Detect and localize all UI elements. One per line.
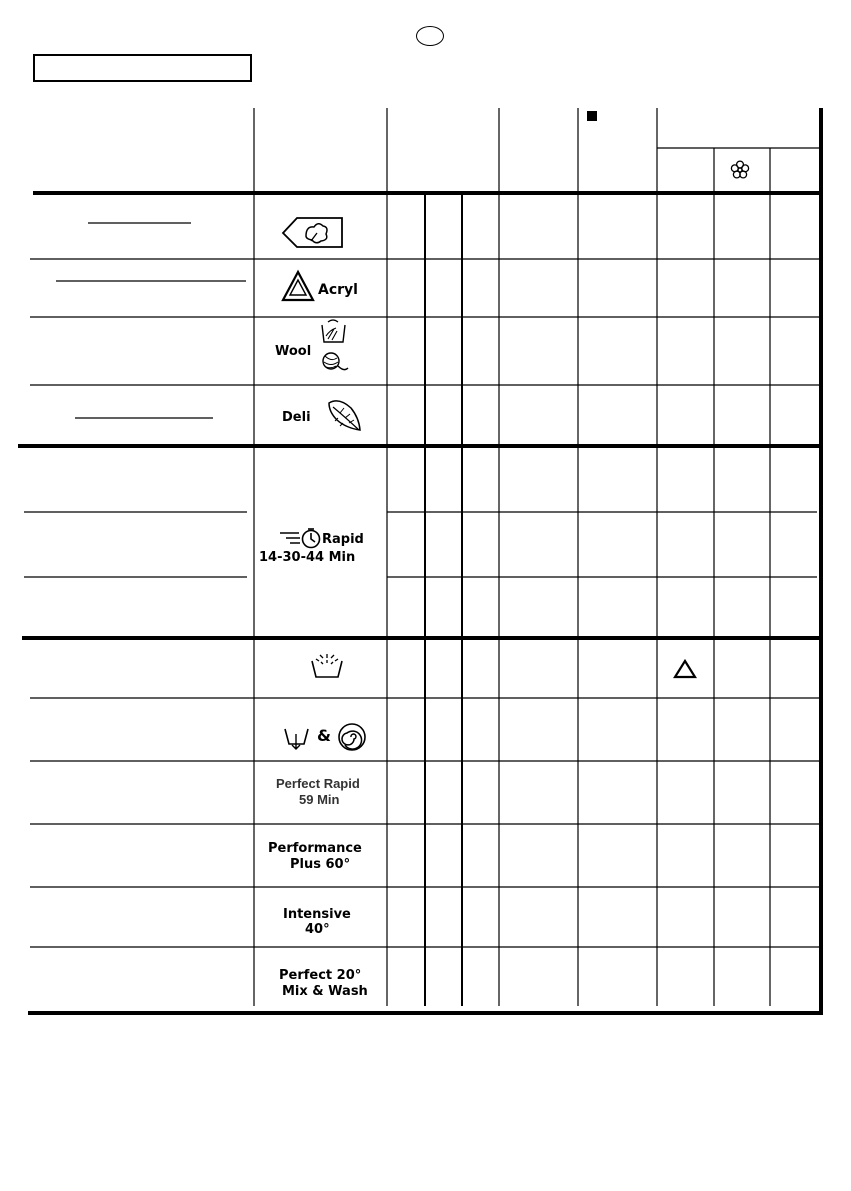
programme-label-performance-1: Performance (268, 841, 362, 856)
wool-handwash-icon (322, 320, 348, 370)
triangle-icon (675, 661, 695, 677)
programme-label-rapid-2: 14-30-44 Min (259, 550, 356, 565)
programme-label-perfect-rapid-2: 59 Min (299, 792, 340, 807)
cotton-care-label-icon (283, 218, 342, 247)
programme-label-performance-2: Plus 60° (290, 857, 351, 872)
programme-label-acryl: Acryl (318, 282, 358, 298)
rinse-shower-icon (312, 654, 342, 677)
rapid-stopwatch-icon (280, 529, 320, 548)
programme-label-perfect20-1: Perfect 20° (279, 968, 362, 983)
programme-label-intensive-2: 40° (305, 922, 330, 937)
synthetic-triangle-icon (283, 272, 313, 300)
programme-label-rapid-1: Rapid (322, 532, 364, 547)
programme-label-wool: Wool (275, 344, 312, 359)
flower-icon (731, 161, 748, 178)
black-square-icon (587, 111, 597, 121)
programme-label-drain-ampersand: & (317, 726, 331, 745)
programme-label-deli: Deli (282, 410, 311, 425)
programme-label-perfect20-2: Mix & Wash (282, 984, 368, 999)
feather-icon (329, 401, 360, 430)
programme-label-perfect-rapid-1: Perfect Rapid (276, 776, 360, 791)
programme-label-intensive-1: Intensive (283, 907, 351, 922)
